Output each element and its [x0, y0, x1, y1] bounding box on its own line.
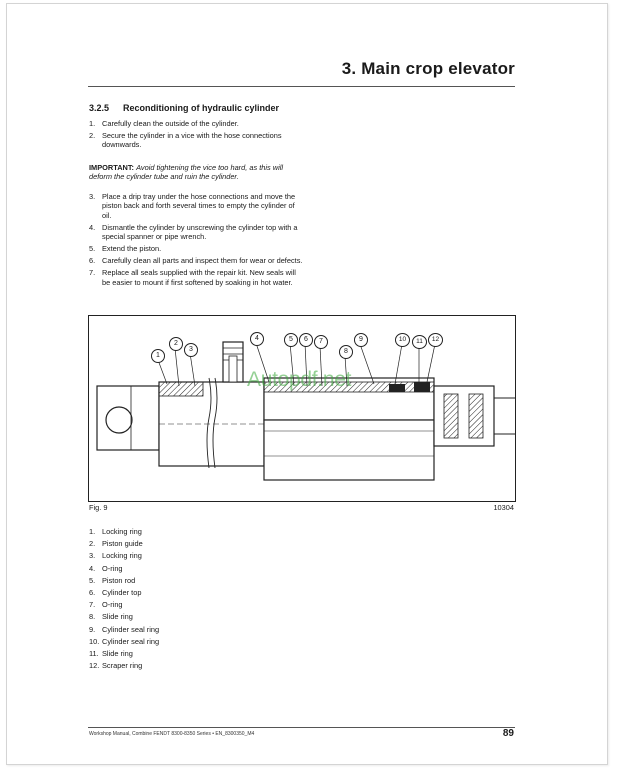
page-number: 89	[502, 728, 514, 739]
step-text: Carefully clean all parts and inspect them for wear or defects.	[102, 256, 303, 266]
step-number: 2.	[89, 131, 96, 140]
part-number: 2.	[89, 539, 96, 549]
part-name: Slide ring	[102, 649, 133, 659]
part-name: Slide ring	[102, 612, 133, 622]
step-number: 3.	[89, 192, 96, 201]
part-number: 6.	[89, 588, 96, 598]
callout-badge: 3	[184, 343, 198, 357]
list-item	[89, 611, 159, 623]
callout-layer	[89, 316, 515, 501]
list-item	[89, 131, 304, 150]
callout-badge: 8	[339, 345, 353, 359]
part-number: 8.	[89, 612, 96, 622]
step-text: Carefully clean the outside of the cylinder.	[102, 119, 239, 128]
section-heading	[89, 103, 279, 113]
part-name: Locking ring	[102, 551, 142, 561]
figure-code: 10304	[493, 503, 514, 512]
callout-badge: 2	[169, 337, 183, 351]
part-name: O-ring	[102, 600, 123, 610]
part-number: 12.	[89, 661, 100, 671]
step-text: Extend the piston.	[102, 244, 162, 254]
callout-badge: 5	[284, 333, 298, 347]
part-number: 5.	[89, 575, 96, 585]
part-number: 4.	[89, 563, 96, 573]
header-rule	[88, 86, 515, 87]
list-item	[89, 268, 304, 287]
steps-list-b	[89, 192, 304, 290]
parts-list	[89, 526, 159, 672]
section-title: Reconditioning of hydraulic cylinder	[123, 103, 280, 113]
part-name: Cylinder top	[102, 588, 142, 598]
list-item	[89, 660, 159, 672]
list-item	[89, 550, 159, 562]
list-item	[89, 624, 159, 636]
important-label: IMPORTANT:	[89, 163, 135, 172]
list-item	[89, 575, 159, 587]
step-text: Replace all seals supplied with the repair kit. New seals will be easier to mount if first softened by soaking in hot water.	[102, 268, 296, 287]
part-number: 1.	[89, 527, 96, 536]
part-number: 9.	[89, 624, 96, 634]
list-item	[89, 223, 304, 242]
callout-badge: 4	[250, 332, 264, 346]
callout-badge: 11	[412, 335, 427, 349]
list-item	[89, 587, 159, 599]
step-number: 4.	[89, 222, 96, 232]
step-text: Place a drip tray under the hose connections and move the piston back and forth several times to empty the cylinder of oil.	[102, 192, 296, 220]
list-item	[89, 648, 159, 660]
part-name: Piston rod	[102, 575, 136, 585]
callout-badge: 9	[354, 333, 368, 347]
part-name: Scraper ring	[102, 661, 143, 671]
callout-badge: 12	[428, 333, 443, 347]
part-number: 7.	[89, 600, 96, 610]
list-item	[89, 636, 159, 648]
footer-text: Workshop Manual, Combine FENDT 8300-8350 Series • EN_8300350_M4	[89, 731, 255, 737]
part-name: O-ring	[102, 563, 123, 573]
part-number: 11.	[89, 649, 99, 659]
part-number: 3.	[89, 551, 96, 561]
part-name: Cylinder seal ring	[102, 624, 160, 634]
figure-caption: Fig. 9	[89, 503, 108, 512]
list-item	[89, 119, 304, 128]
important-note	[89, 163, 304, 182]
step-number: 5.	[89, 244, 96, 254]
part-name: Piston guide	[102, 539, 143, 549]
step-number: 1.	[89, 119, 96, 128]
footer-rule	[88, 727, 515, 728]
list-item	[89, 538, 159, 550]
list-item	[89, 526, 159, 538]
callout-badge: 6	[299, 333, 313, 347]
list-item	[89, 192, 304, 220]
step-text: Secure the cylinder in a vice with the hose connections downwards.	[102, 131, 282, 150]
watermark-text: Autopdf.net	[247, 368, 352, 391]
list-item	[89, 563, 159, 575]
callout-badge: 7	[314, 335, 328, 349]
section-number: 3.2.5	[89, 103, 110, 113]
step-number: 7.	[89, 268, 96, 278]
part-name: Locking ring	[102, 527, 142, 536]
steps-list-a	[89, 119, 304, 152]
list-item	[89, 256, 304, 265]
important-text: Avoid tightening the vice too hard, as this will deform the cylinder tube and ruin the cylinder.	[89, 163, 284, 182]
chapter-title: 3. Main crop elevator	[341, 59, 515, 78]
callout-badge: 10	[395, 333, 410, 347]
part-name: Cylinder seal ring	[102, 636, 160, 646]
callout-badge: 1	[151, 349, 165, 363]
part-number: 10.	[89, 636, 100, 646]
list-item	[89, 244, 304, 253]
step-text: Dismantle the cylinder by unscrewing the cylinder top with a special spanner or pipe wrench.	[102, 222, 298, 242]
step-number: 6.	[89, 256, 96, 266]
hydraulic-cylinder-figure	[88, 315, 516, 502]
list-item	[89, 599, 159, 611]
